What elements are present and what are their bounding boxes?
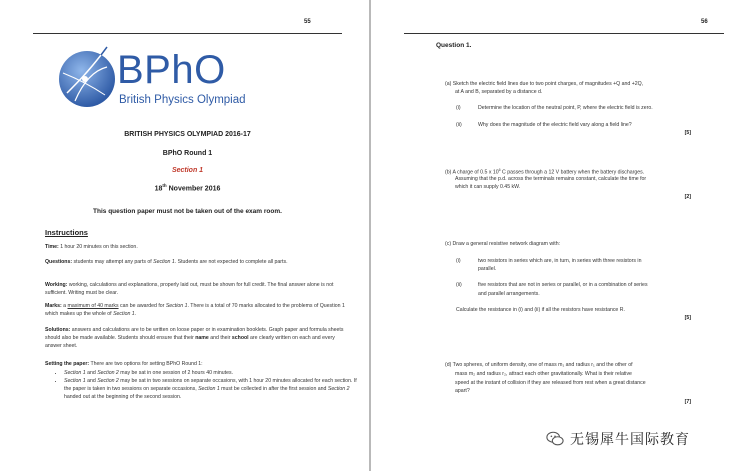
questions-instruction: Questions: students may attempt any parts of Section 1. Students are not expected to complete all parts.: [45, 259, 288, 265]
working-instruction: Working: working, calculations and explanations, properly laid out, must be shown for full credit. The final answer alone is not sufficient. Writing must be clear.: [45, 282, 334, 296]
watermark: [546, 428, 690, 450]
part-a-line: (a) Sketch the electric field lines due to two point charges, of magnitudes +Q and +2Q,: [445, 81, 644, 87]
list-item: • Section 1 and Section 2 may be sat in one session of 2 hours 40 minutes.: [64, 369, 364, 377]
part-c-ii: five resistors that are not in series or parallel, or in a combination of series: [478, 282, 648, 288]
part-b-line: Assuming that the p.d. across the terminals remains constant, calculate the time for: [455, 176, 647, 182]
list-item: • Section 1 and Section 2 may be sat in two sessions on separate occasions, with 1 hour 20 minutes allocated for each section. If the paper is taken in two sessions on separate occasions, Section 1 must be collected in after the first session and Section 2 handed out at the beginning of the second session.: [64, 377, 364, 401]
header-rule: [33, 33, 342, 34]
part-a-i: Determine the location of the neutral point, P, where the electric field is zero.: [478, 105, 653, 111]
part-a-line: at A and B, separated by a distance d.: [455, 89, 543, 95]
exam-notice: This question paper must not be taken out of the exam room.: [93, 208, 282, 215]
round-title: BPhO Round 1: [162, 150, 213, 157]
part-c-i-label: (i): [456, 258, 461, 264]
logo-subtitle: British Physics Olympiad: [119, 94, 246, 106]
part-c-line: (c) Draw a general resistive network diagram with:: [445, 241, 561, 247]
atom-logo-icon: [57, 43, 117, 113]
part-b-line: (b) A charge of 0.5 x $10^6$ C passes through a 12 V battery when the battery discharges.: [445, 168, 645, 176]
marks-badge: [2]: [684, 194, 691, 200]
solutions-instruction: Solutions: answers and calculations are to be written on loose paper or in examination booklets. Graph paper and formula sheets should also be made available. Students should ensure that their name and their school are clearly written on each and every answer sheet.: [45, 327, 344, 349]
part-c-ii: and parallel arrangements.: [478, 291, 540, 297]
watermark-text: 无锡犀牛国际教育: [570, 432, 690, 448]
part-d-line: (d) Two spheres, of uniform density, one of mass m₁ and radius r₁ and the other of: [445, 362, 633, 368]
time-instruction: Time: 1 hour 20 minutes on this section.: [45, 244, 138, 250]
exam-date: 18th November 2016: [154, 183, 221, 193]
marks-badge: [5]: [684, 130, 691, 136]
paper-title: BRITISH PHYSICS OLYMPIAD 2016-17: [124, 131, 251, 138]
logo-wordmark: BPhO: [117, 48, 226, 92]
part-c-calc: Calculate the resistance in (i) and (ii) if all the resistors have resistance R.: [456, 307, 625, 313]
part-a-i-label: (i): [456, 105, 461, 111]
header-rule: [404, 33, 724, 34]
page-number: 56: [701, 19, 708, 25]
part-d-line: speed at the instant of collision if they are released from rest when a great distance: [455, 380, 646, 386]
marks-instruction: Marks: a maximum of 40 marks can be awarded for Section 1. There is a total of 70 marks allocated to the problems of Question 1 which makes up the whole of Section 1.: [45, 303, 345, 317]
marks-badge: [7]: [684, 399, 691, 405]
part-b-line: which it can supply 0.45 kW.: [455, 184, 521, 190]
page-number: 55: [304, 19, 311, 25]
setting-options-list: [54, 369, 364, 401]
part-c-i: parallel.: [478, 266, 497, 272]
marks-badge: [5]: [684, 315, 691, 321]
left-page: [0, 0, 369, 471]
section-title: Section 1: [171, 167, 204, 174]
part-d-line: mass m₂ and radius r₂, attract each other gravitationally. What is their relative: [455, 371, 632, 377]
part-a-ii: Why does the magnitude of the electric field vary along a field line?: [478, 122, 632, 128]
part-d-line: apart?: [455, 388, 470, 394]
right-page: [371, 0, 753, 471]
question-title: Question 1.: [436, 42, 472, 49]
setting-instruction: Setting the paper: There are two options for setting BPhO Round 1:: [45, 361, 203, 367]
part-c-i: two resistors in series which are, in turn, in series with three resistors in: [478, 258, 642, 264]
wechat-icon: [546, 430, 564, 448]
bpho-logo: [57, 43, 287, 118]
part-c-ii-label: (ii): [456, 282, 462, 288]
part-a-ii-label: (ii): [456, 122, 462, 128]
instructions-heading: Instructions: [45, 228, 88, 237]
